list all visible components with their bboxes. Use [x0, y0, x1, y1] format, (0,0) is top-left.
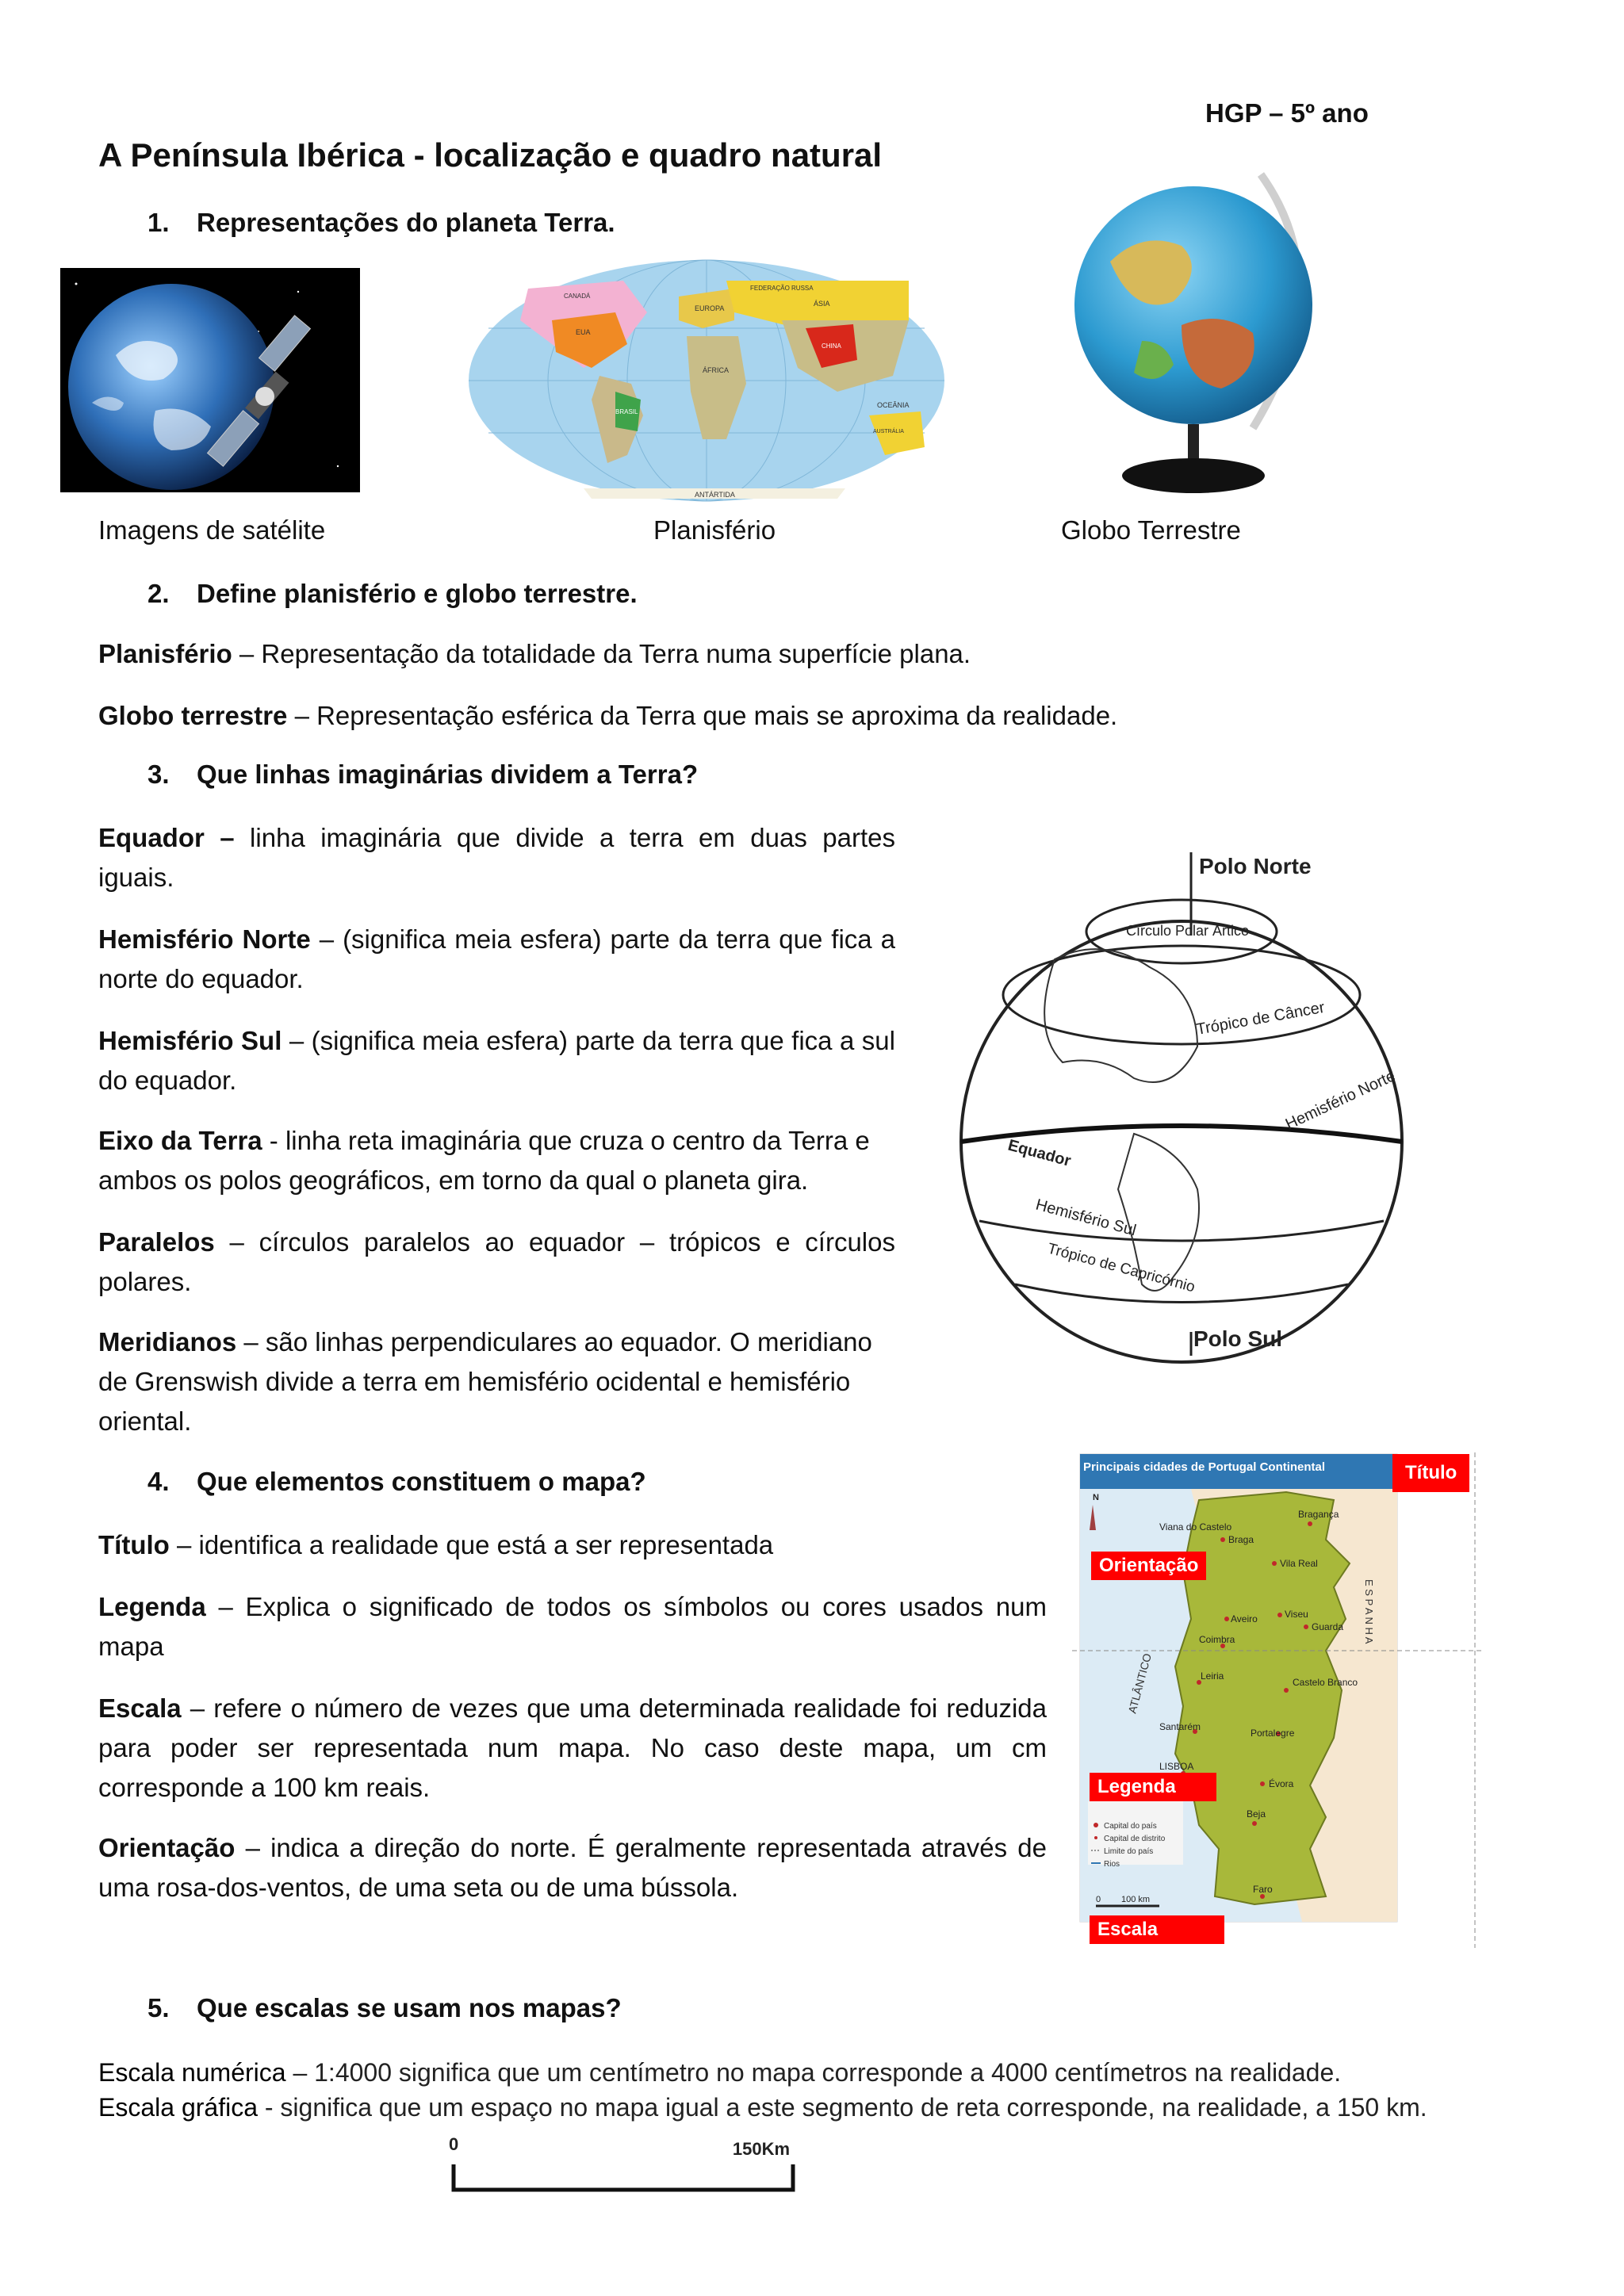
label-hemisferio-sul: Hemisfério Sul — [1033, 1196, 1139, 1240]
tag-escala: Escala — [1090, 1915, 1224, 1944]
satellite-image — [60, 268, 360, 492]
legend-item: Limite do país — [1104, 1847, 1154, 1856]
label-circulo-polar: Círculo Polar Ártico — [1126, 923, 1250, 939]
label-polo-sul: Polo Sul — [1193, 1326, 1282, 1351]
term: Eixo da Terra — [98, 1126, 262, 1155]
label-equador: Equador — [1005, 1136, 1073, 1170]
definition-equador — [98, 818, 895, 897]
spain-label: E S P A N H A — [1363, 1579, 1375, 1644]
label-eua: EUA — [576, 328, 591, 336]
city-label: Guarda — [1312, 1621, 1344, 1632]
definition-orientacao — [98, 1828, 1047, 1908]
definition: – (significa meia esfera) parte da terra que fica a sul do equador. — [98, 1026, 895, 1095]
map-scale-zero: 0 — [1096, 1895, 1101, 1904]
label-africa: ÁFRICA — [703, 366, 730, 374]
legend-item: Rios — [1104, 1860, 1120, 1869]
definition-paralelos — [98, 1223, 895, 1302]
section-number: 4. — [147, 1467, 170, 1496]
term: Meridianos — [98, 1327, 237, 1357]
definition-escala — [98, 1689, 1047, 1808]
definition-titulo — [98, 1525, 1047, 1565]
definition: – refere o número de vezes que uma determinada realidade foi reduzida para poder ser representada num mapa. No caso deste mapa, um cm corresponde a 100 km reais. — [98, 1693, 1047, 1802]
term: Legenda — [98, 1592, 206, 1621]
term: Hemisfério Sul — [98, 1026, 282, 1055]
definition-eixo — [98, 1121, 895, 1200]
scale-start: 0 — [449, 2134, 459, 2154]
globe-lines-diagram — [959, 848, 1435, 1364]
definition: – Representação da totalidade da Terra numa superfície plana. — [232, 639, 971, 668]
definition: – Explica o significado de todos os símbolos ou cores usados num mapa — [98, 1592, 1047, 1661]
label-hemisferio-norte: Hemisfério Norte — [1282, 1067, 1399, 1134]
tag-orientacao: Orientação — [1091, 1552, 1206, 1580]
definition: - significa que um espaço no mapa igual a este segmento de reta corresponde, na realidade, a 150 km. — [257, 2093, 1427, 2122]
portugal-map — [1072, 1452, 1484, 1948]
definition: – 1:4000 significa que um centímetro no mapa corresponde a 4000 centímetros na realidade. — [285, 2058, 1342, 2087]
section-title: Representações do planeta Terra. — [197, 208, 615, 237]
section-2-heading — [147, 579, 638, 609]
map-scale-label: 100 km — [1121, 1895, 1151, 1904]
definition: - linha reta imaginária que cruza o centro da Terra e ambos os polos geográficos, em torno da qual o planeta gira. — [98, 1126, 870, 1195]
section-5-heading — [147, 1993, 622, 2023]
term: Hemisfério Norte — [98, 924, 311, 954]
caption-planisphere: Planisfério — [653, 515, 776, 545]
section-number: 3. — [147, 760, 170, 789]
term: Paralelos — [98, 1227, 215, 1257]
definition: – (significa meia esfera) parte da terra que fica a norte do equador. — [98, 924, 895, 993]
label-russia: FEDERAÇÃO RUSSA — [750, 285, 814, 292]
section-number: 2. — [147, 579, 170, 608]
label-oceania: OCEÂNIA — [877, 401, 910, 409]
city-label: Viana do Castelo — [1159, 1521, 1232, 1533]
course-label: HGP – 5º ano — [1205, 98, 1369, 128]
city-label: Castelo Branco — [1293, 1677, 1358, 1688]
section-title: Que linhas imaginárias dividem a Terra? — [197, 760, 699, 789]
label-polo-norte: Polo Norte — [1199, 854, 1312, 878]
city-label: Beja — [1247, 1808, 1266, 1820]
term: Orientação — [98, 1833, 236, 1862]
definition: – círculos paralelos ao equador – trópicos e círculos polares. — [98, 1227, 895, 1296]
city-label: Santarém — [1159, 1721, 1201, 1732]
caption-satellite: Imagens de satélite — [98, 515, 326, 545]
section-4-heading — [147, 1467, 646, 1497]
scale-end: 150Km — [732, 2139, 791, 2159]
north-label: N — [1093, 1493, 1099, 1502]
map-title: Principais cidades de Portugal Continental — [1083, 1460, 1326, 1474]
term: Título — [98, 1530, 170, 1559]
planisphere-map — [465, 257, 948, 504]
tag-titulo: Título — [1392, 1454, 1469, 1492]
label-antartida: ANTÁRTIDA — [695, 491, 735, 499]
legend-item: Capital de distrito — [1104, 1835, 1166, 1843]
label-brasil: BRASIL — [615, 408, 638, 415]
definition: – Representação esférica da Terra que mais se aproxima da realidade. — [287, 701, 1118, 730]
globe-photo — [1063, 166, 1340, 499]
city-label: Portalegre — [1251, 1728, 1295, 1739]
city-label: Vila Real — [1280, 1558, 1318, 1569]
definition: – identifica a realidade que está a ser representada — [169, 1530, 774, 1559]
page-title: A Península Ibérica - localização e quadro natural — [98, 136, 883, 174]
city-label: LISBOA — [1159, 1761, 1194, 1772]
section-number: 1. — [147, 208, 170, 237]
graphic-scale-bar — [444, 2133, 809, 2196]
section-title: Define planisfério e globo terrestre. — [197, 579, 638, 608]
section-number: 5. — [147, 1993, 170, 2022]
section-title: Que escalas se usam nos mapas? — [197, 1993, 622, 2022]
atlantic-label: ATLÂNTICO — [1125, 1651, 1154, 1715]
term: Globo terrestre — [98, 701, 288, 730]
label-canada: CANADÁ — [564, 293, 591, 300]
term: Escala gráfica — [98, 2093, 258, 2122]
definition-meridianos — [98, 1322, 895, 1441]
city-label: Bragança — [1298, 1509, 1339, 1520]
definition-escala-grafica — [98, 2090, 1427, 2125]
caption-globe: Globo Terrestre — [1061, 515, 1241, 545]
city-label: Aveiro — [1231, 1613, 1258, 1624]
definition: – são linhas perpendiculares ao equador. O meridiano de Grenswish divide a terra em hemisfério ocidental e hemisfério oriental. — [98, 1327, 872, 1436]
city-label: Coimbra — [1199, 1634, 1235, 1645]
label-australia: AUSTRÁLIA — [873, 429, 904, 434]
label-europa: EUROPA — [695, 304, 725, 312]
definition-hemisferio-sul — [98, 1021, 895, 1100]
definition-globo — [98, 696, 1117, 736]
city-label: Évora — [1269, 1778, 1294, 1789]
label-asia: ÁSIA — [814, 300, 830, 308]
section-title: Que elementos constituem o mapa? — [197, 1467, 646, 1496]
definition: linha imaginária que divide a terra em duas partes iguais. — [98, 823, 895, 892]
term: Equador – — [98, 823, 235, 852]
tag-legenda: Legenda — [1090, 1773, 1216, 1801]
label-china: CHINA — [822, 342, 841, 350]
definition-legenda — [98, 1587, 1047, 1667]
term: Escala numérica — [98, 2058, 286, 2087]
definition: – indica a direção do norte. É geralmente representada através de uma rosa-dos-ventos, de uma seta ou de uma bússola. — [98, 1833, 1047, 1902]
legend-item: Capital do país — [1104, 1822, 1157, 1831]
term: Escala — [98, 1693, 182, 1723]
section-1-heading — [147, 208, 615, 238]
city-label: Leiria — [1201, 1670, 1224, 1682]
definition-hemisferio-norte — [98, 920, 895, 999]
city-label: Faro — [1253, 1884, 1273, 1895]
city-label: Viseu — [1285, 1609, 1308, 1620]
label-tropico-capricornio: Trópico de Capricórnio — [1045, 1240, 1197, 1296]
term: Planisfério — [98, 639, 232, 668]
label-tropico-cancer: Trópico de Câncer — [1195, 998, 1327, 1039]
section-3-heading — [147, 760, 698, 790]
definition-planisferio — [98, 634, 971, 674]
city-label: Braga — [1228, 1534, 1254, 1545]
definition-escala-numerica — [98, 2055, 1341, 2090]
